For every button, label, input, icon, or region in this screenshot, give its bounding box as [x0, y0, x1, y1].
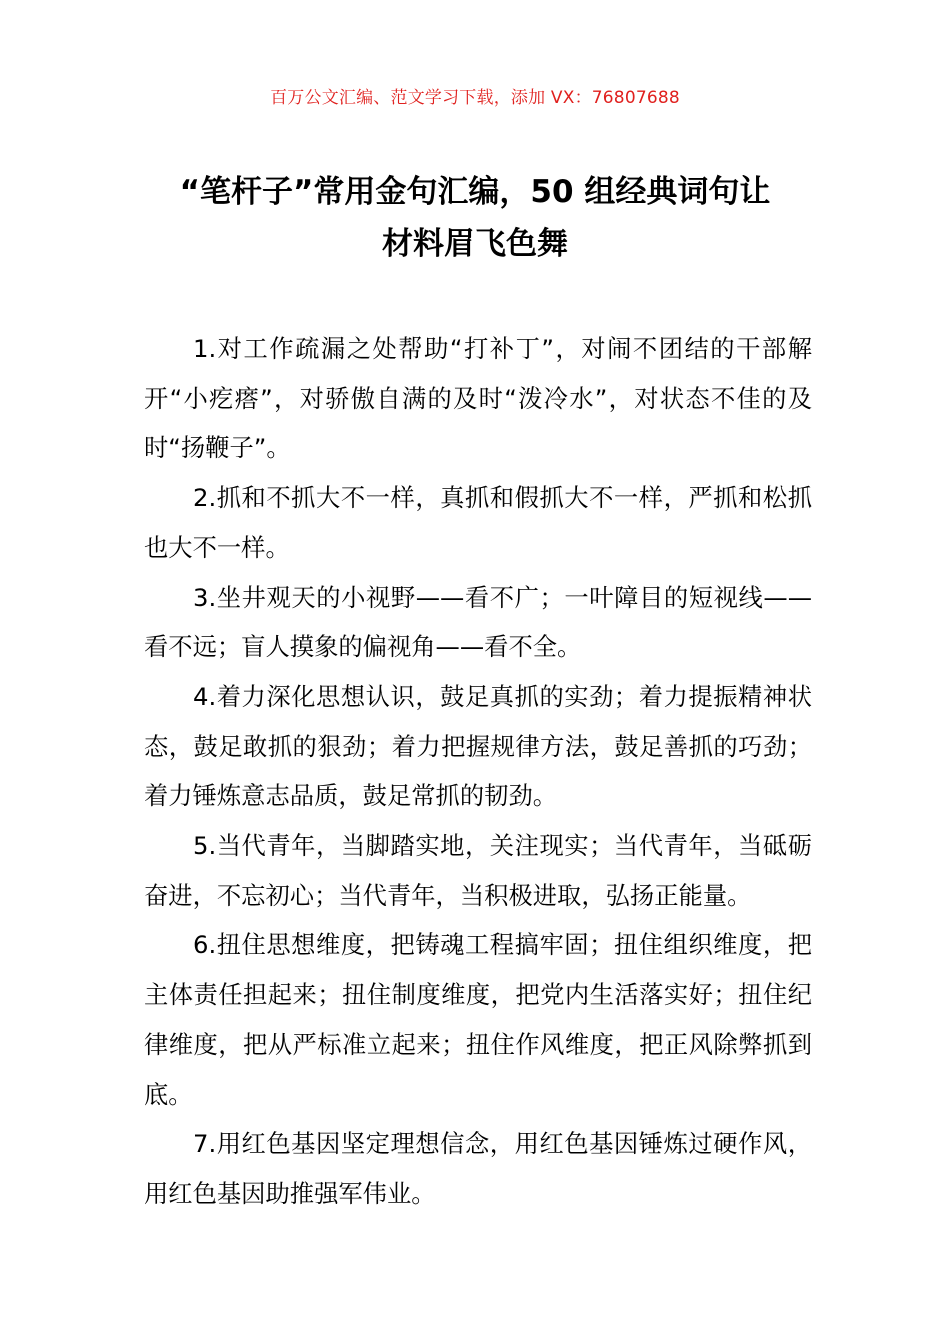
document-title-line-2: 材料眉飞色舞	[382, 226, 568, 262]
document-title	[120, 166, 830, 270]
paragraph-1: 1.对工作疏漏之处帮助“打补丁”，对闹不团结的干部解开“小疙瘩”，对骄傲自满的及时“泼冷水”，对状态不佳的及时“扬鞭子”。	[144, 334, 812, 463]
document-title-line-1: “笔杆子”常用金句汇编，50 组经典词句让	[179, 174, 771, 210]
header-download-note: 百万公文汇编、范文学习下载，添加 VX：76807688	[270, 88, 680, 108]
paragraph-5: 5.当代青年，当脚踏实地，关注现实；当代青年，当砥砺奋进，不忘初心；当代青年，当积极进取，弘扬正能量。	[144, 831, 812, 910]
document-body	[144, 324, 812, 1219]
paragraph-2: 2.抓和不抓大不一样，真抓和假抓大不一样，严抓和松抓也大不一样。	[144, 483, 812, 562]
paragraph-7: 7.用红色基因坚定理想信念，用红色基因锤炼过硬作风，用红色基因助推强军伟业。	[144, 1129, 812, 1208]
paragraph-4: 4.着力深化思想认识，鼓足真抓的实劲；着力提振精神状态，鼓足敢抓的狠劲；着力把握规律方法，鼓足善抓的巧劲；着力锤炼意志品质，鼓足常抓的韧劲。	[144, 681, 812, 811]
paragraph-3: 3.坐井观天的小视野——看不广；一叶障目的短视线——看不远；盲人摸象的偏视角——看不全。	[144, 582, 812, 662]
paragraph-6: 6.扭住思想维度，把铸魂工程搞牢固；扭住组织维度，把主体责任担起来；扭住制度维度，把党内生活落实好；扭住纪律维度，把从严标准立起来；扭住作风维度，把正风除弊抓到底。	[144, 930, 812, 1109]
